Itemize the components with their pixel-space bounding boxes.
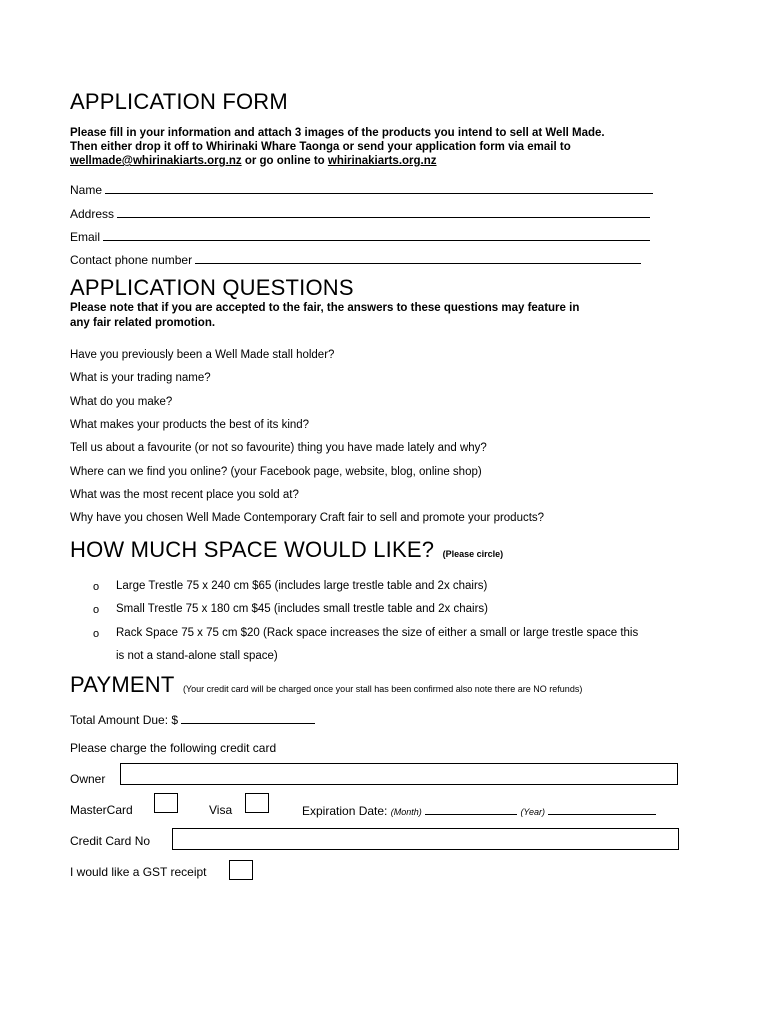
questions-note-line-2: any fair related promotion. [70, 317, 216, 329]
visa-checkbox[interactable] [245, 793, 269, 813]
name-input-line[interactable] [105, 182, 653, 194]
option-2-bullet: o [93, 604, 100, 616]
questions-note-line-1: Please note that if you are accepted to the fair, the answers to these questions may feature in [70, 302, 580, 314]
gst-checkbox[interactable] [229, 860, 253, 880]
question-3: What do you make? [70, 396, 173, 408]
space-hint: (Please circle) [442, 549, 504, 559]
address-input-line[interactable] [117, 206, 650, 218]
questions-note [70, 301, 750, 331]
option-large-trestle[interactable]: Large Trestle 75 x 240 cm $65 (includes large trestle table and 2x chairs) [116, 580, 488, 592]
name-label: Name [70, 183, 103, 197]
phone-field [70, 252, 641, 267]
card-number-input[interactable] [172, 828, 679, 850]
year-label: (Year) [520, 807, 545, 817]
name-field [70, 182, 653, 197]
option-3-bullet: o [93, 628, 100, 640]
address-label: Address [70, 207, 115, 221]
mastercard-label: MasterCard [70, 803, 133, 817]
email-link[interactable]: wellmade@whirinakiarts.org.nz [70, 155, 242, 167]
intro-line-2: Then either drop it off to Whirinaki Whare Taonga or send your application form via email to [70, 141, 571, 153]
option-small-trestle[interactable]: Small Trestle 75 x 180 cm $45 (includes small trestle table and 2x chairs) [116, 603, 488, 615]
month-input-line[interactable] [425, 803, 517, 815]
phone-label: Contact phone number [70, 253, 193, 267]
option-1-bullet: o [93, 581, 100, 593]
page-title: APPLICATION FORM [70, 89, 288, 114]
question-4: What makes your products the best of its kind? [70, 419, 310, 431]
year-input-line[interactable] [548, 803, 656, 815]
owner-input[interactable] [120, 763, 678, 785]
space-heading: HOW MUCH SPACE WOULD LIKE? [70, 537, 435, 562]
expiration-field [302, 803, 656, 818]
payment-heading-row [70, 672, 582, 698]
option-rack-space[interactable]: Rack Space 75 x 75 cm $20 (Rack space increases the size of either a small or large trestle space this [116, 627, 639, 639]
phone-input-line[interactable] [195, 252, 641, 264]
option-rack-space-cont: is not a stand-alone stall space) [116, 650, 278, 662]
questions-heading: APPLICATION QUESTIONS [70, 275, 354, 300]
question-6: Where can we find you online? (your Facebook page, website, blog, online shop) [70, 466, 482, 478]
space-heading-row [70, 537, 503, 563]
question-7: What was the most recent place you sold at? [70, 489, 299, 501]
month-label: (Month) [390, 807, 422, 817]
email-input-line[interactable] [103, 229, 650, 241]
payment-heading: PAYMENT [70, 672, 175, 697]
total-amount-input-line[interactable] [181, 712, 315, 724]
question-5: Tell us about a favourite (or not so favourite) thing you have made lately and why? [70, 442, 487, 454]
intro-connector: or go online to [241, 155, 328, 167]
question-2: What is your trading name? [70, 372, 211, 384]
question-8: Why have you chosen Well Made Contemporary Craft fair to sell and promote your products? [70, 512, 545, 524]
owner-label: Owner [70, 772, 106, 786]
visa-label: Visa [209, 803, 233, 817]
gst-label: I would like a GST receipt [70, 865, 207, 879]
email-label: Email [70, 230, 101, 244]
mastercard-checkbox[interactable] [154, 793, 178, 813]
intro-text [70, 126, 750, 168]
intro-line-1: Please fill in your information and attach 3 images of the products you intend to sell at Well Made. [70, 127, 605, 139]
website-link[interactable]: whirinakiarts.org.nz [327, 155, 437, 167]
total-amount-field [70, 712, 315, 727]
payment-hint: (Your credit card will be charged once your stall has been confirmed also note there are NO refunds) [182, 684, 583, 694]
email-field [70, 229, 650, 244]
card-number-label: Credit Card No [70, 834, 151, 848]
charge-label: Please charge the following credit card [70, 741, 277, 755]
address-field [70, 206, 650, 221]
total-amount-label: Total Amount Due: $ [70, 713, 179, 727]
expiration-label: Expiration Date: [302, 804, 388, 818]
question-1: Have you previously been a Well Made stall holder? [70, 349, 335, 361]
